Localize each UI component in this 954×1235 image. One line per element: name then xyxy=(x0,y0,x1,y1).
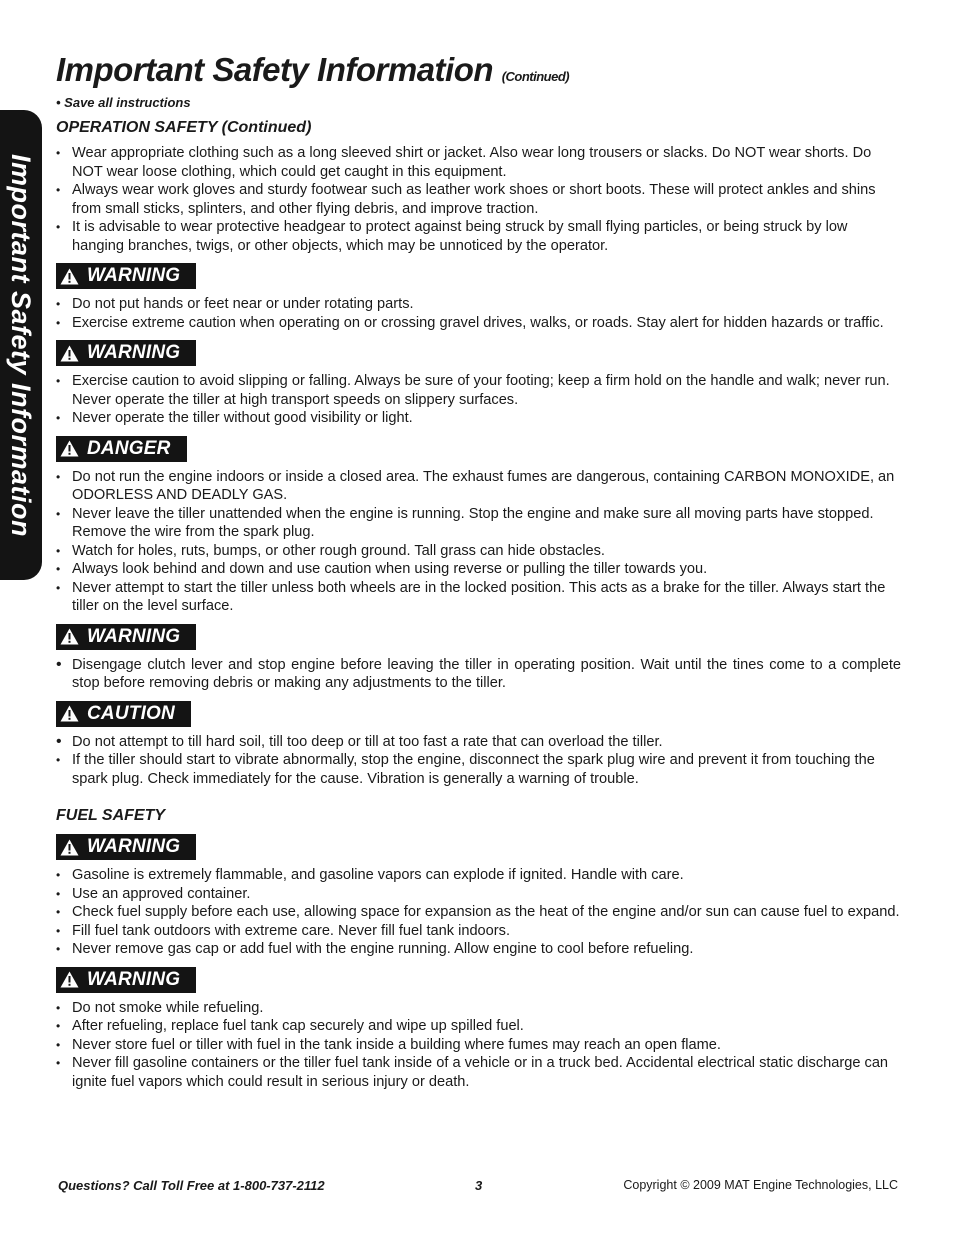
list-item-text: Watch for holes, ruts, bumps, or other rough ground. Tall grass can hide obstacles. xyxy=(72,542,605,559)
list-item-text: If the tiller should start to vibrate abnormally, stop the engine, disconnect the spark plug wire and prevent it from touching the spark plug. Check immediately for the cause. Vibration is generally a warning of trouble. xyxy=(72,752,875,787)
list-item xyxy=(56,144,901,181)
page-content xyxy=(56,50,901,1091)
list-item-text: Use an approved container. xyxy=(72,885,251,902)
list-item xyxy=(56,656,901,693)
list-item-text: Never store fuel or tiller with fuel in the tank inside a building where fumes may reach an open flame. xyxy=(72,1036,721,1053)
list-item-text: Always look behind and down and use caution when using reverse or pulling the tiller towards you. xyxy=(72,561,708,577)
list-item-text: Wear appropriate clothing such as a long sleeved shirt or jacket. Also wear long trousers or slacks. Do NOT wear shorts. Do NOT wear loose clothing, which could get caught in this equipment. xyxy=(72,145,872,180)
page-number: 3 xyxy=(475,1178,483,1193)
list-item-text: Do not smoke while refueling. xyxy=(72,999,264,1016)
list-item xyxy=(56,542,901,561)
notice-list xyxy=(56,999,901,1092)
list-item-text: Exercise extreme caution when operating on or crossing gravel drives, walks, or roads. Stay alert for hidden hazards or traffic. xyxy=(72,314,884,331)
warning-banner xyxy=(56,624,196,650)
caution-banner xyxy=(56,701,191,727)
warning-triangle-icon xyxy=(60,628,79,645)
bullet-icon: • xyxy=(56,146,61,160)
warning-banner xyxy=(56,340,196,366)
side-tab-label: Important Safety Information xyxy=(6,153,37,537)
page-title-text: Important Safety Information xyxy=(56,51,494,88)
list-item-text: Never remove gas cap or add fuel with the engine running. Allow engine to cool before refueling. xyxy=(72,941,694,957)
bullet-icon: • xyxy=(56,1000,61,1015)
bullet-icon: • xyxy=(56,1019,61,1033)
page-title-suffix: (Continued) xyxy=(501,69,570,84)
warning-banner xyxy=(56,263,196,289)
list-item-text: Do not attempt to till hard soil, till too deep or till at too fast a rate that can overload the tiller. xyxy=(72,733,663,750)
list-item xyxy=(56,999,901,1018)
danger-banner xyxy=(56,436,187,462)
warning-triangle-icon xyxy=(60,839,79,856)
list-item xyxy=(56,314,901,333)
bullet-icon: • xyxy=(56,868,61,882)
bullet-icon: • xyxy=(56,374,61,388)
fuel-safety-heading: FUEL SAFETY xyxy=(56,807,166,824)
list-item xyxy=(56,866,901,885)
warning-triangle-icon xyxy=(60,268,79,285)
notice-list xyxy=(56,733,901,789)
bullet-icon: • xyxy=(56,411,61,425)
bullet-icon: • xyxy=(56,1056,61,1070)
warning-banner xyxy=(56,834,196,860)
list-item xyxy=(56,409,901,428)
list-item-text: After refueling, replace fuel tank cap securely and wipe up spilled fuel. xyxy=(72,1018,524,1034)
list-item-text: Exercise caution to avoid slipping or falling. Always be sure of your footing; keep a firm hold on the handle and walk; never run. Never operate the tiller at high transport speeds on slippery surfaces. xyxy=(72,373,890,408)
bullet-icon: • xyxy=(56,469,61,484)
side-tab xyxy=(0,110,42,580)
notice-label: WARNING xyxy=(87,836,181,857)
notice-label: WARNING xyxy=(87,625,181,647)
bullet-icon: • xyxy=(56,886,61,901)
page-subtitle: • Save all instructions xyxy=(56,95,191,110)
list-item-text: Never attempt to start the tiller unless both wheels are in the locked position. This acts as a brake for the tiller. Always start the tiller on the level surface. xyxy=(72,579,886,614)
list-item-text: Always wear work gloves and sturdy footwear such as leather work shoes or short boots. These will protect ankles and shins from small sticks, splinters, and other flying debris, and improve traction. xyxy=(72,182,876,217)
notice-list xyxy=(56,656,901,693)
list-item xyxy=(56,751,901,788)
list-item xyxy=(56,1036,901,1055)
list-item xyxy=(56,295,901,314)
list-item-text: Never operate the tiller without good visibility or light. xyxy=(72,410,413,426)
list-item xyxy=(56,579,901,616)
list-item xyxy=(56,505,901,542)
list-item xyxy=(56,885,901,904)
warning-triangle-icon xyxy=(60,971,79,988)
notice-label: WARNING xyxy=(87,342,181,363)
notice-label: CAUTION xyxy=(87,702,175,724)
bullet-icon: • xyxy=(56,1037,61,1052)
notice-label: WARNING xyxy=(87,265,181,286)
list-item xyxy=(56,181,901,218)
warning-triangle-icon xyxy=(60,345,79,362)
list-item-text: Gasoline is extremely flammable, and gasoline vapors can explode if ignited. Handle with care. xyxy=(72,867,684,883)
page-title xyxy=(56,50,901,97)
list-item xyxy=(56,922,901,941)
warning-triangle-icon xyxy=(60,705,79,722)
bullet-icon: • xyxy=(56,562,61,576)
list-item xyxy=(56,218,901,255)
list-item xyxy=(56,903,901,922)
notice-label: WARNING xyxy=(87,968,181,990)
operation-safety-heading: OPERATION SAFETY (Continued) xyxy=(56,119,312,136)
page-footer xyxy=(58,1178,898,1196)
notice-list xyxy=(56,468,901,616)
list-item-text: Never fill gasoline containers or the tiller fuel tank inside of a vehicle or in a truck bed. Accidental electrical static discharge can ignite fuel vapors which could result in serious injury or death. xyxy=(72,1055,889,1090)
list-item xyxy=(56,1017,901,1036)
notice-list xyxy=(56,295,901,332)
operation-safety-list xyxy=(56,144,901,255)
bullet-icon: • xyxy=(56,905,61,919)
warning-triangle-icon xyxy=(60,440,79,457)
list-item xyxy=(56,940,901,959)
list-item-text: Never leave the tiller unattended when the engine is running. Stop the engine and make sure all moving parts have stopped. Remove the wire from the spark plug. xyxy=(72,505,874,540)
list-item xyxy=(56,733,901,752)
list-item-text: Do not run the engine indoors or inside a closed area. The exhaust fumes are dangerous, containing CARBON MONOXIDE, an ODORLESS AND DEADLY GAS. xyxy=(72,468,895,503)
list-item-text: Check fuel supply before each use, allowing space for expansion as the heat of the engine and/or sun can cause fuel to expand. xyxy=(72,904,900,920)
bullet-icon: • xyxy=(56,732,62,750)
list-item xyxy=(56,372,901,409)
bullet-icon: • xyxy=(56,923,61,938)
notice-list xyxy=(56,372,901,428)
bullet-icon: • xyxy=(56,543,61,558)
bullet-icon: • xyxy=(56,580,61,595)
bullet-icon: • xyxy=(56,753,61,767)
bullet-icon: • xyxy=(56,220,61,234)
bullet-icon: • xyxy=(56,297,61,311)
bullet-icon: • xyxy=(56,506,61,521)
list-item xyxy=(56,468,901,505)
list-item-text: Disengage clutch lever and stop engine before leaving the tiller in operating position. Wait until the tines come to a complete stop before removing debris or making any adjustments to the tiller. xyxy=(72,656,901,691)
list-item-text: Do not put hands or feet near or under rotating parts. xyxy=(72,296,414,312)
list-item-text: It is advisable to wear protective headgear to protect against being struck by small flying particles, or being struck by low hanging branches, twigs, or other objects, which may be unnoticed by the operator. xyxy=(72,219,848,254)
bullet-icon: • xyxy=(56,183,61,197)
footer-questions: Questions? Call Toll Free at 1-800-737-2112 xyxy=(58,1178,325,1193)
bullet-icon: • xyxy=(56,315,61,330)
bullet-icon: • xyxy=(56,942,61,956)
notice-list xyxy=(56,866,901,959)
warning-banner xyxy=(56,967,196,993)
footer-copyright: Copyright © 2009 MAT Engine Technologies, LLC xyxy=(623,1178,898,1192)
list-item xyxy=(56,1054,901,1091)
list-item-text: Fill fuel tank outdoors with extreme care. Never fill fuel tank indoors. xyxy=(72,922,511,939)
list-item xyxy=(56,560,901,579)
bullet-icon: • xyxy=(56,655,62,673)
notice-label: DANGER xyxy=(87,437,171,459)
